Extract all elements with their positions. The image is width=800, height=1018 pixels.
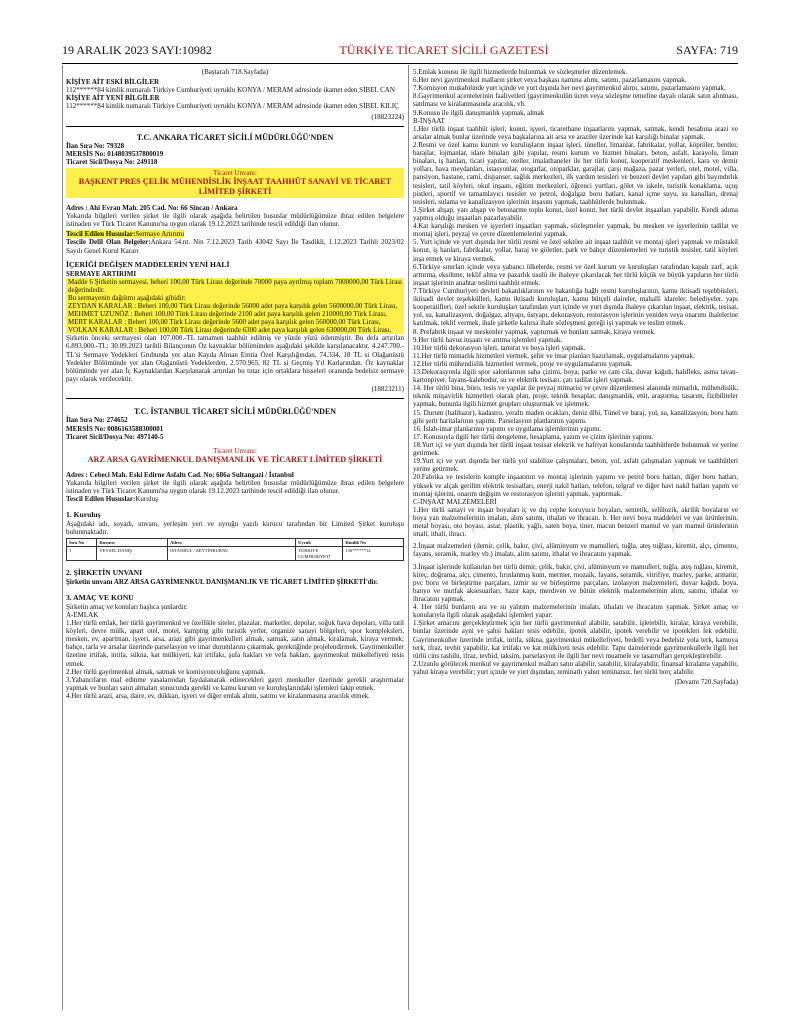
purpose-item: 15. Durum (halihazır), kadastro, yeraltı maden ocakları, deniz dibi, Tünel ve baraj, yol, su, kanalizasyon, boru hattı gibi şerit haritalarının yapımı. Parselasyon planlarının yapımı. [413, 408, 738, 425]
purpose-item: 1.Şirket amacını gerçekleştirmek için her türlü gayrimenkul alabilir, satabilir, işletebilir, kiralar, kiraya verebilir, bunlar üzerinde ayni ve şahsi hakları tesis edebilir, ipotek alabilir, ipotek verebilir ve ipotekleri fek edebilir. Gayrimenkuller üzerinde irtifak, intifa, sükna, gayrimenkul mükellefiyeti, bedelli veya bedelsiz yola terk, kamuya terk, ifraz, tevhit yapabilir, kat irtifakı ve kat mülkiyeti tesis edebilir. Tapu dairelerinde gayrimenkullerle ilgili her türlü cins tashihi, ifraz, tevhid, taksim, parselasyon ile ilgili her nevi muamele ve tasarrufları gerçekleştirebilir. [413, 619, 738, 660]
purpose-item: 6.Türkiye sınırları içinde veya yabancı ülkelerde, resmi ve özel kurum ve kuruluşları tarafından kapalı zarf, açık arttırma, eksiltme, teklif alma ve pazarlık usulü ile ihaleye çıkarılacak her türlü küçük ve büyük yapıların her türlü inşaat işlerinin anahtar teslimi taahhüt etmek. [413, 262, 738, 287]
previous-notice [66, 68, 404, 121]
purpose-group-a: A-EMLAK [66, 610, 99, 619]
purpose-item: 6.Her nevi gayrimenkul malların şirket veya başkası namına alımı, satımı, pazarlamasını yapmak. [413, 76, 687, 85]
column-divider [408, 65, 409, 1010]
company-title-label: Ticaret Unvanı: [213, 446, 257, 455]
section-founding-title: 1. Kuruluş [66, 510, 101, 520]
section-title-title: 2. ŞİRKETİN UNVANI [66, 568, 143, 578]
purpose-item: 1.Her türlü emlak, her türlü gayrimenkul ve özellikle siteler, plazalar, marketler, depolar, soğuk hava depoları, villa tatil köyleri, devre mülk, apart otel, motel, kamping gibi turistik yerler, organize sanayi bölgeleri, spor kompleksleri, mesken, ev, apartman, işyeri, arsa, arazi gibi gayrimenkulleri almak, satmak, satın almak, kiralamak, kiraya vermek; bahçe, tarla ve arsalar üzerinde parselasyon ve imar durumlarını çıkarmak, gerektiğinde projelendirmek. Gayrimenkuller üzerine irtifak, intifa, sükna, kat mülkiyeti, kat irtifakı, şufa hakları ve vefa hakları, gayrimenkul mükellefiyeti tesis etmek. [66, 619, 404, 668]
purpose-item: 4.Kat karşılığı mesken ve işyerleri inşaatları yapmak, sözleşmeler yapmak, bu mesken ve işyerlerinin tadilat ve montaj işleri, peyzaj ve çevre düzenlemelerini yapmak. [413, 222, 738, 239]
purpose-item: 7.Komisyon mukabilinde yurt içinde ve yurt dışında her nevi gayrimenkul alımı, satımı, pazarlamasını yapmak. [413, 84, 726, 93]
article-line: ZEYDAN KARALAR : Beheri 100,00 Türk Lirası değerinde 56000 adet paya karşılık gelen 5600000,00 Türk Lirası, [68, 301, 398, 310]
istanbul-notice [66, 407, 404, 700]
table-cell: VEYSEL DANIŞ [97, 547, 168, 561]
office-title: T.C. İSTANBUL TİCARET SİCİLİ MÜDÜRLÜĞÜ'NDEN [133, 407, 337, 417]
purpose-item: 2.İnşaat malzemeleri (demir, çelik, bakır, çivi, alüminyum ve mamulleri, tuğla, ateş tuğlası, kiremit, alçı, çimento, fayans, seramik, marley vb.) imalatı, alım satımı, ithalat ve ihracatını yapmak. [413, 542, 738, 559]
purpose-item: 7.Türkiye Cumhuriyeti devleti bakanlıklarının ve bakanlığa bağlı resmi kuruluşlarının, kamu iktisadi teşebbüsleri, iktisadi devlet teşekkülleri, kamu iktisadi kuruluşları, kamu bütçeli daireler, mahalli idareler, belediyeler, yapı kooperatifleri, özel sektör kuruluşları tarafından yurt içinde ve yurt dışında ihaleye çıkarılan inşaat, elektrik, tesisat, yol, su, kanalizasyon, doğalgaz, altyapı, üstyapı, dekorasyon, restorasyon işlerinin yeniden veya onarımı ihalelerine katılmak, teklif vermek, ihale şirketle kalırsa ihale sözleşmesi gereği işi yapmak ve teslim etmek. [413, 286, 738, 328]
old-info-text: 112******84 kimlik numaralı Türkiye Cumhuriyeti uyruklu KONYA / MERAM adresinde ikamet eden SİBEL CAN [66, 86, 395, 95]
purpose-item: 3.Yabancıların mal edinme yasalarından faydalanarak edinecekleri gayri menkuller üzerinde gerekli araştırmalar yapmak ve bunları satın almaları sonucunda gerekli ve kamu kurum ve kuruluşlarındaki işlemleri takip etmek. [66, 675, 404, 692]
company-address: Adres : Ahi Evran Mah. 205 Cad. No: 66 Sincan / Ankara [66, 204, 238, 213]
purpose-item: 1.Her türlü sanayi ve inşaat boyaları iç ve dış cephe koruyucu boyaları, sentetik, selülozik, akrilik boyaların ve boya yan malzemelerinin imalatı, alım satımı, ithalatı ve ihracatı. b. Her nevi boya maddeleri ve yan ürünlerinin, metal boyası, oto boyası, astar, plastik, yağlı, saten boya, tiner, macun benzeri mamul ve yarı mamul ürünlerinin imali, ithali, ihracı. [413, 505, 738, 539]
table-header: Kurucu [97, 539, 168, 547]
amended-article-body [66, 278, 404, 335]
company-title: BAŞKENT PRES ÇELİK MÜHENDİSLİK İNŞAAT TAAHHÜT SANAYİ VE TİCARET LİMİTED ŞİRKETİ [78, 177, 392, 197]
notice-intro: Yukarıda bilgileri verilen şirket ile ilgili olarak aşağıda belirtilen hususlar müdürlüğümüze ibraz edilen belgelere istinaden ve Türk Ticaret Kanunu'na uygun olarak 19.12.2023 tarihinde tescil edildiği ilan olunur. [66, 478, 404, 495]
purpose-item: 17. Konusuyla ilgili her türlü dengeleme, hesaplama, yazım ve çizim işlerinin yapımı. [413, 432, 654, 441]
purpose-item: 5.Emlak konusu ile ilgili hizmetlerde bulunmak ve sözleşmeler düzenlemek. [413, 68, 628, 76]
founders-table [66, 538, 404, 561]
notice-separator [66, 126, 404, 127]
table-header: Sıra No [67, 539, 97, 547]
page-number: SAYFA: 719 [676, 43, 738, 57]
purpose-item: 9.Her türlü havuz inşaatı ve arıtma işlemleri yapmak. [413, 335, 563, 344]
tescil-value: Sermaye Artırımı [135, 230, 185, 239]
evidence-value: Ankara 54.nt. Nin 7.12.2023 Tarih 43042 Sayı İle Tasdikli, 1.12.2023 Tarihli 2023/02 Sayılı Genel Kurul Kararı [66, 238, 404, 255]
page-header [62, 44, 738, 62]
notice-ref: (18823211) [371, 385, 404, 394]
left-column [66, 68, 404, 1008]
ilan-no: İlan Sıra No: 274652 [66, 416, 128, 425]
company-title: ARZ ARSA GAYRİMENKUL DANIŞMANLIK VE TİCARET LİMİTED ŞİRKETİ [87, 454, 383, 464]
purpose-item: 13.Dekorasyonla ilgili spor salonlarının saha çizimi, boya, parke ve cam cila, duvar kağıdı, halıfleks, asma tavan-kartonpiyer, fayans-kalebodur, su ve elektrik tesisatı, çatı tadilat işleri yapmak. [413, 368, 738, 385]
table-header: Adres [168, 539, 296, 547]
tescil-value: Kuruluş [135, 495, 158, 504]
section-founding-text: Aşağıdaki adı, soyadı, unvanı, yerleşim yeri ve uyruğu yazılı kurucu tarafından bir Limited Şirket kuruluşu bulunmaktadır. [66, 519, 404, 537]
evidence-label: Tescile Delil Olan Belgeler: [66, 238, 151, 247]
notice-intro: Yukarıda bilgileri verilen şirket ile ilgili olarak aşağıda belirtilen hususlar müdürlüğümüze ibraz edilen belgelere istinaden ve Türk Ticaret Kanunu'na uygun olarak 19.12.2023 tarihinde tescil edildiği ilan olunur. [66, 212, 404, 229]
company-title-label: Ticaret Unvanı: [213, 169, 257, 178]
article-line: MERT KARALAR : Beheri 100,00 Türk Lirası değerinde 5600 adet paya karşılık gelen 560000,00 Türk Lirası, [68, 318, 381, 327]
purpose-item: 11.Her türlü mimarlık hizmetleri vermek, şehir ve imar planları hazırlamak, uygulamalarını yapmak. [413, 351, 695, 360]
purpose-item: 2.Resmi ve özel kamu kurum ve kuruluşların inşaat işleri, tüneller, limanlar, fabrikalar, yollar, köprüler, bentler, barajlar, lojmanlar, idare binaları gibi yapılar, resmi kurum ve hizmet binaları, beton, asfalt, karayolu, liman binaları, iş hanları, ticari yapılar, oteller, imalathaneler ile her türlü konut, kooperatif meskenleri, kara ve demir yolları, hava meydanları, istasyonlar, otogarlar, otoparklar, garajlar, çarşı mağaza, pazar yerleri, otel, motel, villa, pansiyon, hastane, cami, dispanser, sağlık merkezleri, ilk yardım tesisleri ve benzeri devlet yapıları gibi bayındırlık tesisleri, tatil köyleri, okul inşaatı, eğitim merkezleri, öğrenci yurtları, gölet ve iskele, turistik konaklama, uçuş pistleri, sportif ve tamamlayıcı tesisler ve petrol, doğalgaz boru hatları, kanal içme suyu, su kanalları, drenaj tesisleri, sulama ve kanalizasyon işlerinin inşasını yapmak, taahhütlerde bulunmak. [413, 140, 738, 206]
purpose-item: 5. Yurt içinde ve yurt dışında her türlü resmi ve özel sektöre ait inşaat taahhüt ve montaj işleri yapmak ve müstakil konut, iş hanları, fabrikalar, yollar, baraj ve göletler, park ve bahçe düzenlemeleri ve turistik tesisler, tatil köyleri inşa etmek ve kiraya vermek. [413, 238, 738, 263]
table-header: Kimlik No [343, 539, 404, 547]
company-title-block [66, 168, 404, 198]
section-title-text: Şirketin unvanı ARZ ARSA GAYRİMENKUL DANIŞMANLIK VE TİCARET LİMİTED ŞİRKETİ'dir. [66, 577, 378, 586]
continued-on: (Devamı 720.Sayfada) [674, 678, 738, 687]
issue-info: 19 ARALIK 2023 SAYI:10982 [62, 43, 212, 57]
table-row [67, 547, 404, 561]
ilan-no: İlan Sıra No: 79328 [66, 141, 125, 150]
old-info-heading: KİŞİYE AİT ESKİ BİLGİLER [66, 78, 160, 87]
notice-separator [66, 398, 404, 399]
tescil-label: Tescil Edilen Hususlar: [66, 230, 136, 239]
table-header: Uyruk [296, 539, 343, 547]
new-info-text: 112******84 kimlik numaralı Türkiye Cumhuriyeti uyruklu KONYA / MERAM adresinde ikamet eden SİBEL KILIÇ [66, 102, 399, 111]
table-cell: TÜRKİYE CUMHURİYETİ [296, 547, 343, 561]
purpose-item: 18.Yurt içi ve yurt dışında her türlü inşaat tesisat elektrik ve hafriyat konularında taahhütlerde bulunmak ve yerine getirmek. [413, 441, 738, 458]
article-line: MEHMET UZUNÖZ : Beheri 100,00 Türk Lirası değerinde 2100 adet paya karşılık gelen 210000,00 Türk Lirası, [68, 310, 387, 319]
table-header-row [67, 539, 404, 547]
article-line: VOLKAN KARALAR : Beheri 100,00 Türk Lirası değerinde 6300 adet paya karşılık gelen 630000,00 Türk Lirası, [68, 326, 392, 335]
purpose-item: 12.Her türlü mühendislik hizmetleri vermek, proje ve uygulamalarını yapmak. [413, 359, 633, 368]
article-remainder: Şirketin önceki sermayesi olan 107.000.-TL tamamen taahhüt edilmiş ve yüzde yüzü ödenmiştir. Bu defa artırılan 6.893.000.-TL; 30.09.2023 tarihli Bilançonun Öz kaynaklar bölümünden aşağıdaki şekilde karşılanacaktır. 4.247.700.-TL'si Sermaye Yedekleri Grubunda yer alan Kayda Alınan Emtia Özel Karşılığından, 74.334, 18 TL si Olağanüstü Yedekler Bölümünde yer alan Olağanüstü Yedeklerden, 2.570.965, 82 TL si Geçmiş Yıl Karlarından. Öz kaynaklar bölümünde yer alan İç Kaynaklardan Karşılanarak artırılan bu tutar için ortaklara hisseleri oranında bedelsiz sermaye payı olarak verilecektir. [66, 334, 404, 383]
purpose-item: 3.İnşaat işlerinde kullanılan her türlü demir, çelik, bakır, çivi, alüminyum ve mamulleri, tuğla, ateş tuğlası, kiremit, kireç, doğrama, alçı, çimento, fırınlanmış kum, mermer, mozaik, fayans, seramik, vitrifiye, marley, parke, armatür, pvc boru ve birleştirme parçaları, izmir su ve birleştirme parçaları, izolasyon malzemeleri, duvar kağıdı, boya, banyo ve mutfak aksesuarları, hazır kapı, merdiven ve bütün elektrik malzemelerinin alım, satımı, ithalat ve ihracatını yapmak. [413, 562, 738, 603]
tescil-label: Tescil Edilen Hususlar: [66, 495, 136, 504]
purpose-group-c: C-İNŞAAT MALZEMELERİ [413, 497, 497, 506]
purpose-item: 8.Gayrimenkul acentelerinin faaliyetleri (gayrimenkulün ücret veya sözleşme temeline dayalı olarak satın alınması, satılması ve kiralanmasında aracılık, vb. [413, 92, 738, 109]
purpose-item: 8. Prefabrik inşaat ve meskenler yapmak, yaptırmak ve bunları satmak, kiraya vermek. [413, 327, 656, 336]
purpose-group-b: B-İNŞAAT [413, 116, 445, 125]
sicil-no: Ticaret Sicil/Dosya No: 497140-5 [66, 432, 164, 441]
table-cell: İSTANBUL / ZEYTİNBURNU [168, 547, 296, 561]
amended-article-title: SERMAYE ARTIRIMI [66, 269, 137, 278]
ankara-notice [66, 133, 404, 393]
purpose-item: 16. İslah-imar planlarının yapımı ve uygulama işlemlerinin yapımı. [413, 424, 602, 433]
sicil-no: Ticaret Sicil/Dosya No: 249118 [66, 158, 158, 167]
article-line: Bu sermayenin dağılımı aşağıdaki gibidir: [68, 293, 186, 302]
article-line: Madde 6 Şirketin sermayesi, beheri 100,00 Türk Lirası değerinde 70000 paya ayrılmış toplam 7000000,00 Türk Lirası değerindedir. [68, 277, 402, 294]
purpose-item: 14. Her türlü bina, büro, tesis ve yapılar ile peyzaj mimarisi ve çevre düzenlemesi alanında mimarlık, mühendislik, teknik müşavirlik hizmetleri olarak plan, proje, teknik hesaplar, danışmanlık, etüt, araştırma, tasarım, fizibiliteler yapmak, bununla ilgili hizmet grupları oluşturmak ve işletmek. [413, 384, 738, 409]
table-cell: 1 [67, 547, 97, 561]
new-info-heading: KİŞİYE AİT YENİ BİLGİLER [66, 94, 160, 103]
table-cell: 136******12 [343, 547, 404, 561]
mersis-no: MERSİS No: 0086163588300001 [66, 424, 164, 433]
company-address: Adres : Cebeci Mah. Eski Edirne Asfaltı Cad. No: 686a Sultangazi / İstanbul [66, 470, 294, 479]
purpose-item: 20.Fabrika ve tesislerin komple inşaatının ve montaj işlerinin yapımı ve petrol boru hatları, diğer boru hatları, yüksek ve alçak gerilim elektrik tesisatları, enerji nakil hatları, telefon, telgraf ve diğer havi nakil hatları yapım ve montaj işlerini, onarım değişim ve restorasyon işlerini yapmak, yaptırmak. [413, 473, 738, 498]
purpose-item: 4.Her türlü arazi, arsa, daire, ev, dükkan, işyeri ve diğer emlak alımı, satımı ve kiralanmasına aracılık etmek. [66, 692, 370, 701]
purpose-item: 4. Her türlü bunların ara ve su yalıtım malzemelerinin imalatı, ithalatı ve ihracatını yapmak. Şirket amaç ve konularıyla ilgili olarak aşağıdaki işlemleri yapar: [413, 603, 738, 620]
purpose-item: 2.Uzunlu görülecek menkul ve gayrimenkul malları satın alabilir, satabilir, kiralayabilir, finansal kiralama yapabilir, yahut kiraya verebilir; yurt içinde ve yurt dışından, teminatlı yahut teminatsız, her türlü borç alabilir. [413, 659, 738, 676]
section-purpose-title: 3. AMAÇ VE KONU [66, 593, 134, 603]
notice-ref: (18823224) [371, 112, 404, 121]
continued-from: (Baştarafı 718.Sayfada) [201, 68, 269, 76]
gazette-title: TÜRKİYE TİCARET SİCİLİ GAZETESİ [339, 43, 549, 57]
right-column [413, 68, 738, 1008]
purpose-item: 10.Her türlü dekorasyon işleri, tamirat ve boya işleri yapmak. [413, 343, 586, 352]
mersis-no: MERSİS No: 0148039537800019 [66, 150, 164, 159]
purpose-item: 1.Her türlü inşaat taahhüt işleri; konut, işyeri, ticarethane inşaatlarını yapmak, satmak, kendi hesabına arazi ve arsalar almak bunlar üzerinde veya başkalarına ait arsa ve araziler üzerinde kat karşılığı binalar yapmak. [413, 124, 738, 141]
section-purpose-intro: Şirketin amaç ve konuları başlıca şunlardır: [66, 602, 188, 611]
purpose-item: 2.Her türlü gayrimenkul almak, satmak ve komisyonculuğunu yapmak. [66, 667, 266, 676]
purpose-item: 9.Konusu ile ilgili danışmanlık yapmak, almak [413, 108, 545, 117]
header-rule [62, 63, 738, 64]
purpose-item: 3.Şirket ahşap, yarı ahşap ve betonarme toplu konut, özel konut, her türlü devlet inşaatları yapabilir. Kendi adıma yapmış olduğu inşaatları pazarlayabilir. [413, 205, 738, 222]
purpose-item: 19.Yurt içi ve yurt dışında her türlü yol stabilize çalışmaları, beton, yol, asfalt çalışmaları yapmak ve taahhütleri yerine getirmek. [413, 457, 738, 474]
office-title: T.C. ANKARA TİCARET SİCİLİ MÜDÜRLÜĞÜ'NDEN [136, 132, 334, 142]
amended-articles-heading: İÇERİĞİ DEĞİŞEN MADDELERİN YENİ HALİ [66, 259, 230, 269]
